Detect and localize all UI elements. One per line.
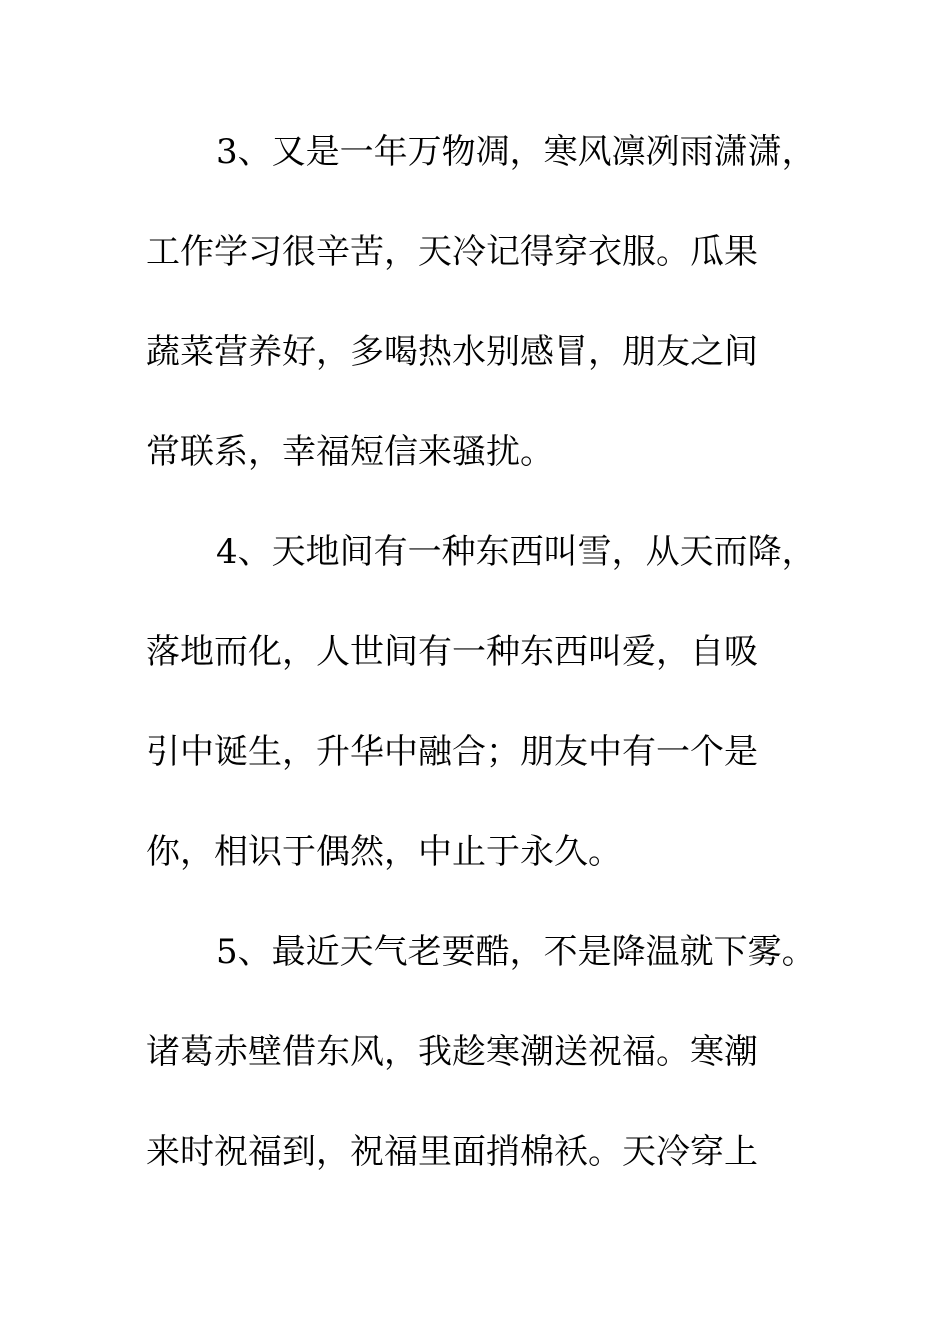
paragraph-4-line-1: 4、天地间有一种东西叫雪，从天而降， [216, 532, 816, 572]
paragraph-4-line-3: 引中诞生，升华中融合；朋友中有一个是 [146, 732, 758, 772]
paragraph-5-line-2: 诸葛赤壁借东风，我趁寒潮送祝福。寒潮 [146, 1032, 758, 1072]
paragraph-3-line-4: 常联系，幸福短信来骚扰。 [146, 432, 554, 472]
paragraph-3-line-1: 3、又是一年万物凋，寒风凛冽雨潇潇， [216, 132, 816, 172]
paragraph-3-line-2: 工作学习很辛苦，天冷记得穿衣服。瓜果 [146, 232, 758, 272]
paragraph-5-line-3: 来时祝福到，祝福里面捎棉袄。天冷穿上 [146, 1132, 758, 1172]
paragraph-5-line-1: 5、最近天气老要酷，不是降温就下雾。 [216, 932, 816, 972]
paragraph-3-line-3: 蔬菜营养好，多喝热水别感冒，朋友之间 [146, 332, 758, 372]
paragraph-4-line-4: 你，相识于偶然，中止于永久。 [146, 832, 622, 872]
paragraph-4-line-2: 落地而化，人世间有一种东西叫爱，自吸 [146, 632, 758, 672]
